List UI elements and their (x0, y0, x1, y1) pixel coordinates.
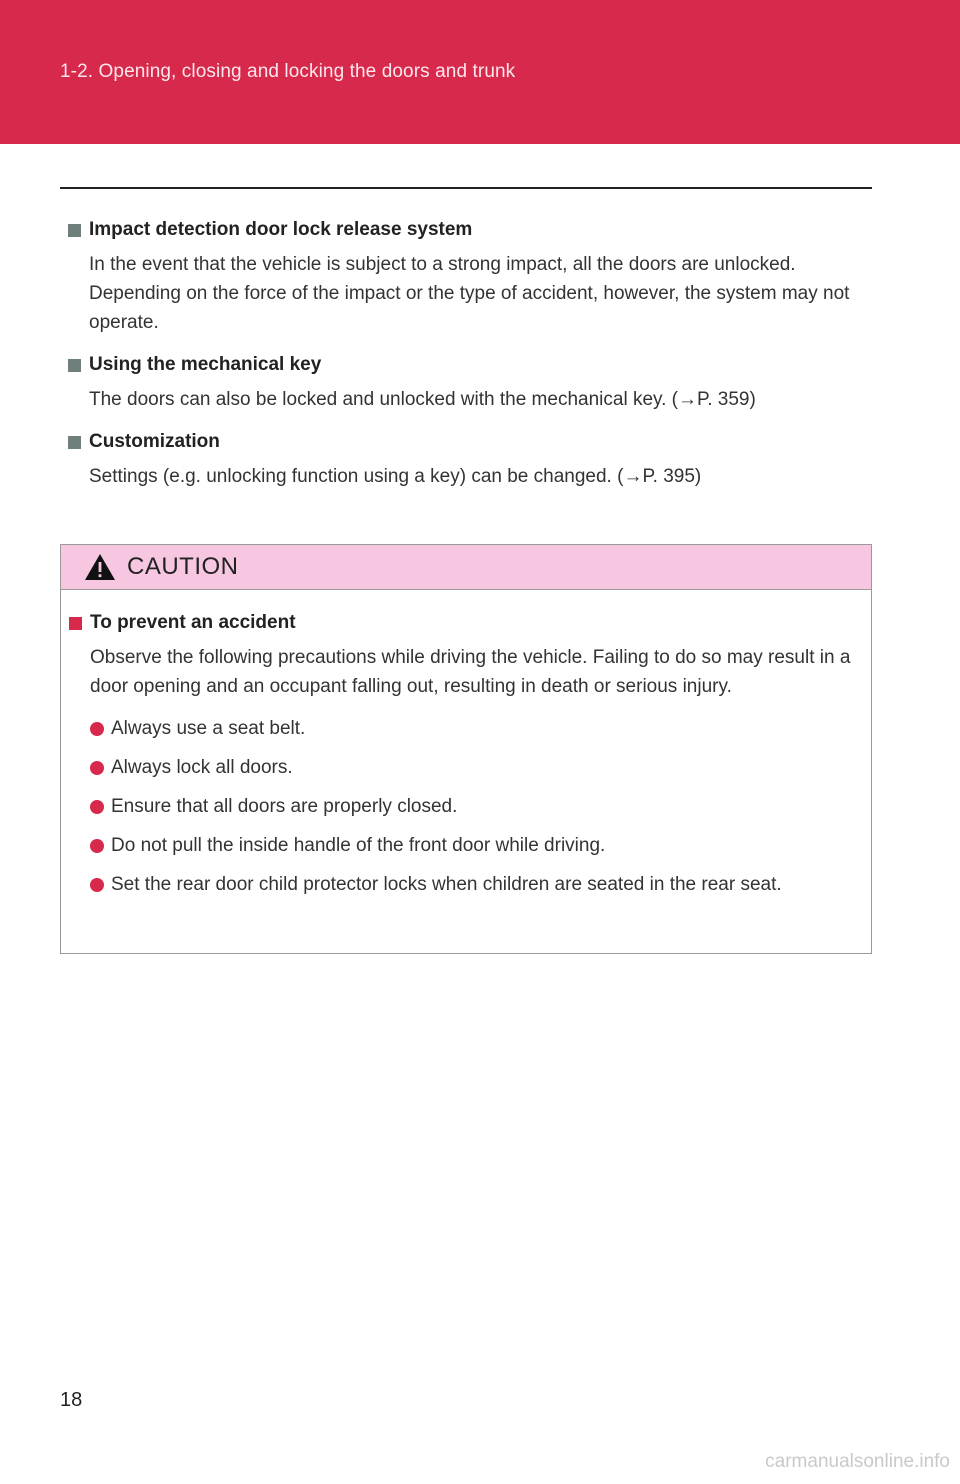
info-sections (68, 216, 868, 505)
section-heading (68, 351, 868, 379)
section-title: Impact detection door lock release system (89, 219, 473, 240)
list-item (90, 865, 865, 904)
caution-header (61, 545, 871, 590)
caution-title: To prevent an accident (90, 612, 296, 633)
caution-label: CAUTION (127, 553, 239, 580)
list-item (90, 748, 865, 787)
section-body: In the event that the vehicle is subject to a strong impact, all the doors are unlocked. Depending on the force of the impact or the type of accident, however, the system may not operate. (89, 254, 850, 333)
section-body: Settings (e.g. unlocking function using a key) can be changed. (→P. 395) (89, 466, 702, 487)
list-item (90, 826, 865, 865)
dot-bullet-icon (90, 878, 104, 892)
section-mechanical-key (68, 351, 868, 414)
square-bullet-icon (69, 617, 82, 630)
list-item-text: Ensure that all doors are properly closed. (111, 795, 458, 817)
section-divider (60, 187, 872, 189)
section-heading (68, 216, 868, 244)
list-item-text: Always lock all doors. (111, 756, 293, 778)
square-bullet-icon (68, 359, 81, 372)
list-item (90, 787, 865, 826)
dot-bullet-icon (90, 761, 104, 775)
page-number: 18 (60, 1389, 83, 1411)
list-item-text: Set the rear door child protector locks when children are seated in the rear seat. (111, 873, 782, 895)
caution-box (60, 544, 872, 954)
watermark: carmanualsonline.info (765, 1451, 950, 1472)
dot-bullet-icon (90, 800, 104, 814)
section-body: The doors can also be locked and unlocked with the mechanical key. (→P. 359) (89, 389, 756, 410)
warning-triangle-icon (83, 552, 117, 582)
caution-heading (69, 609, 865, 637)
page-header-title: 1-2. Opening, closing and locking the doors and trunk (60, 61, 516, 82)
dot-bullet-icon (90, 722, 104, 736)
section-customization (68, 428, 868, 491)
caution-content (69, 609, 865, 904)
list-item-text: Always use a seat belt. (111, 717, 306, 739)
list-item (90, 709, 865, 748)
section-title: Using the mechanical key (89, 354, 322, 375)
list-item-text: Do not pull the inside handle of the front door while driving. (111, 834, 606, 856)
caution-intro: Observe the following precautions while driving the vehicle. Failing to do so may result in a door opening and an occupant falling out, resulting in death or serious injury. (90, 647, 851, 697)
section-heading (68, 428, 868, 456)
section-impact-detection (68, 216, 868, 337)
caution-list (90, 709, 865, 904)
section-title: Customization (89, 431, 220, 452)
square-bullet-icon (68, 436, 81, 449)
square-bullet-icon (68, 224, 81, 237)
dot-bullet-icon (90, 839, 104, 853)
